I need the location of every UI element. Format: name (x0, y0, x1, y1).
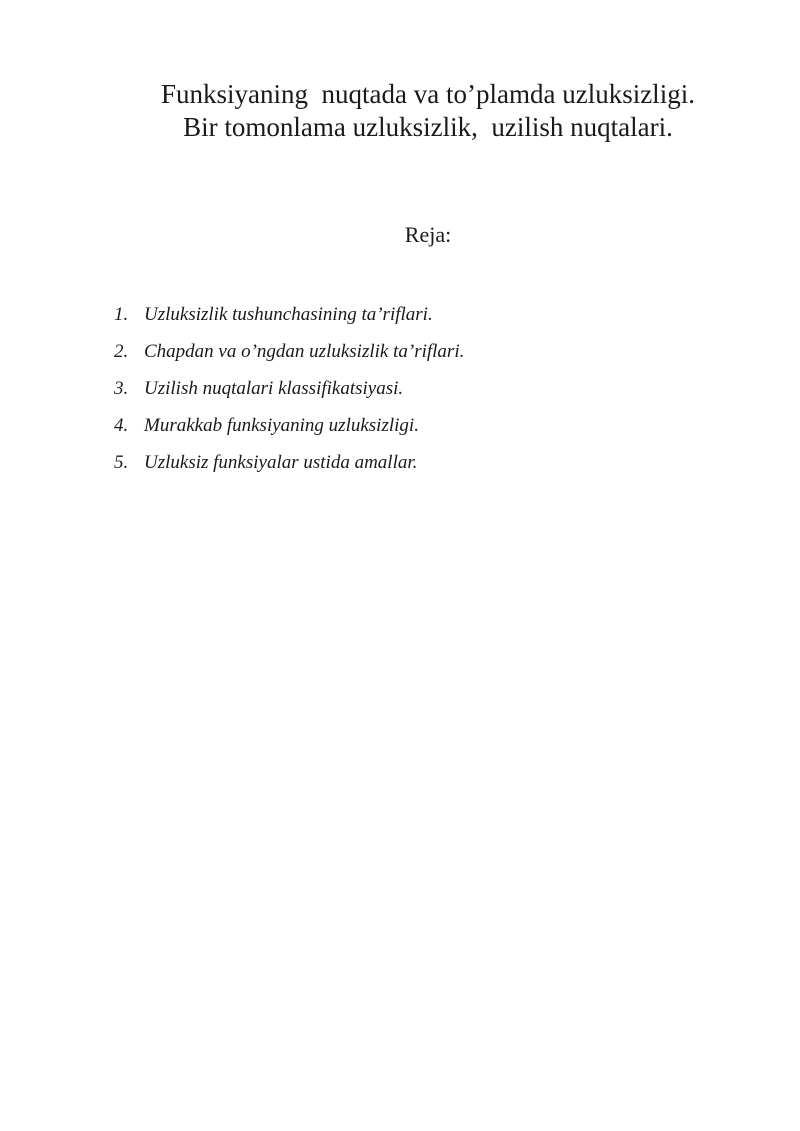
plan-item-text: Murakkab funksiyaning uzluksizligi. (144, 415, 419, 436)
plan-item-number: 5. (114, 452, 129, 473)
plan-item-text: Uzluksiz funksiyalar ustida amallar. (144, 452, 418, 473)
plan-item-number: 4. (114, 415, 129, 436)
document-title (60, 78, 796, 144)
title-line-1: Funksiyaning nuqtada va to’plamda uzluksizligi. (161, 79, 695, 109)
plan-item-text: Uzilish nuqtalari klassifikatsiyasi. (144, 378, 404, 399)
title-line-2: Bir tomonlama uzluksizlik, uzilish nuqtalari. (183, 112, 673, 142)
plan-heading: Reja: (404, 222, 452, 247)
plan-item-number: 2. (114, 341, 129, 362)
plan-item-text: Chapdan va o’ngdan uzluksizlik ta’riflari. (144, 341, 465, 362)
plan-item-number: 3. (114, 378, 129, 399)
plan-item-number: 1. (114, 304, 129, 325)
plan-item-text: Uzluksizlik tushunchasining ta’riflari. (144, 304, 433, 325)
